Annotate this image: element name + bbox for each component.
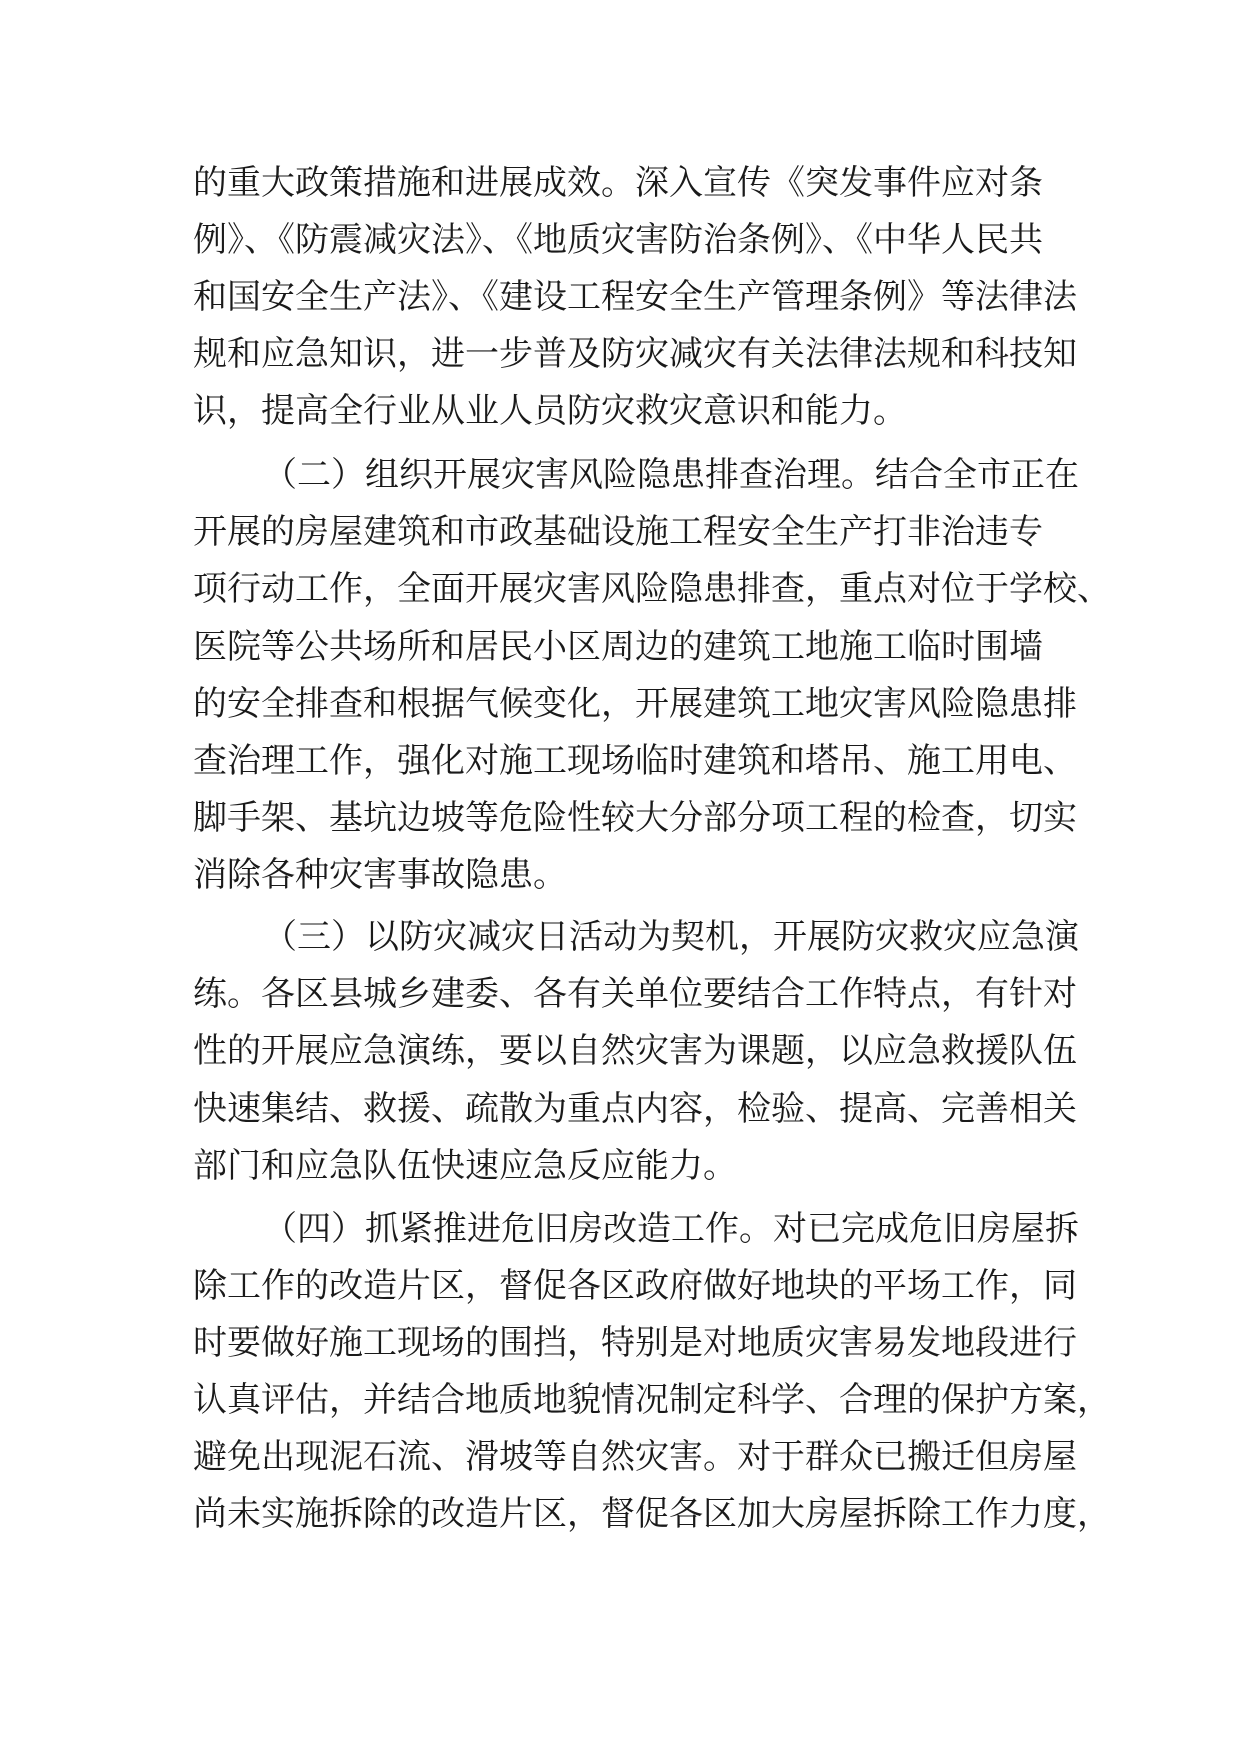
text-line: 识，提高全行业从业人员防灾救灾意识和能力。: [193, 391, 907, 431]
text-line: 脚手架、基坑边坡等危险性较大分部分项工程的检查，切实: [193, 798, 1077, 838]
text-line: 开展的房屋建筑和市政基础设施工程安全生产打非治违专: [193, 512, 1043, 552]
text-line: 项行动工作，全面开展灾害风险隐患排查，重点对位于学校、: [193, 569, 1111, 609]
text-line: 的重大政策措施和进展成效。深入宣传《突发事件应对条: [193, 163, 1043, 203]
text-line: 规和应急知识，进一步普及防灾减灾有关法律法规和科技知: [193, 334, 1077, 374]
text-line: 性的开展应急演练，要以自然灾害为课题，以应急救援队伍: [193, 1031, 1077, 1071]
text-line: 的安全排查和根据气候变化，开展建筑工地灾害风险隐患排: [193, 684, 1077, 724]
text-line: 练。各区县城乡建委、各有关单位要结合工作特点，有针对: [193, 974, 1077, 1014]
section-heading-line: （三）以防灾减灾日活动为契机，开展防灾救灾应急演: [263, 917, 1079, 957]
text-line: 尚未实施拆除的改造片区，督促各区加大房屋拆除工作力度，: [193, 1494, 1111, 1534]
text-line: 和国安全生产法》、《建设工程安全生产管理条例》等法律法: [193, 277, 1077, 317]
section-heading-line: （二）组织开展灾害风险隐患排查治理。结合全市正在: [263, 455, 1079, 495]
text-line: 部门和应急队伍快速应急反应能力。: [193, 1146, 737, 1186]
text-line: 认真评估，并结合地质地貌情况制定科学、合理的保护方案，: [193, 1380, 1111, 1420]
text-line: 消除各种灾害事故隐患。: [193, 855, 567, 895]
text-line: 快速集结、救援、疏散为重点内容，检验、提高、完善相关: [193, 1089, 1077, 1129]
text-line: 医院等公共场所和居民小区周边的建筑工地施工临时围墙: [193, 627, 1043, 667]
text-line: 时要做好施工现场的围挡，特别是对地质灾害易发地段进行: [193, 1323, 1077, 1363]
text-line: 避免出现泥石流、滑坡等自然灾害。对于群众已搬迁但房屋: [193, 1437, 1077, 1477]
text-line: 除工作的改造片区，督促各区政府做好地块的平场工作，同: [193, 1266, 1077, 1306]
text-line: 查治理工作，强化对施工现场临时建筑和塔吊、施工用电、: [193, 741, 1077, 781]
section-heading-line: （四）抓紧推进危旧房改造工作。对已完成危旧房屋拆: [263, 1209, 1079, 1249]
text-line: 例》、《防震减灾法》、《地质灾害防治条例》、《中华人民共: [193, 220, 1043, 260]
